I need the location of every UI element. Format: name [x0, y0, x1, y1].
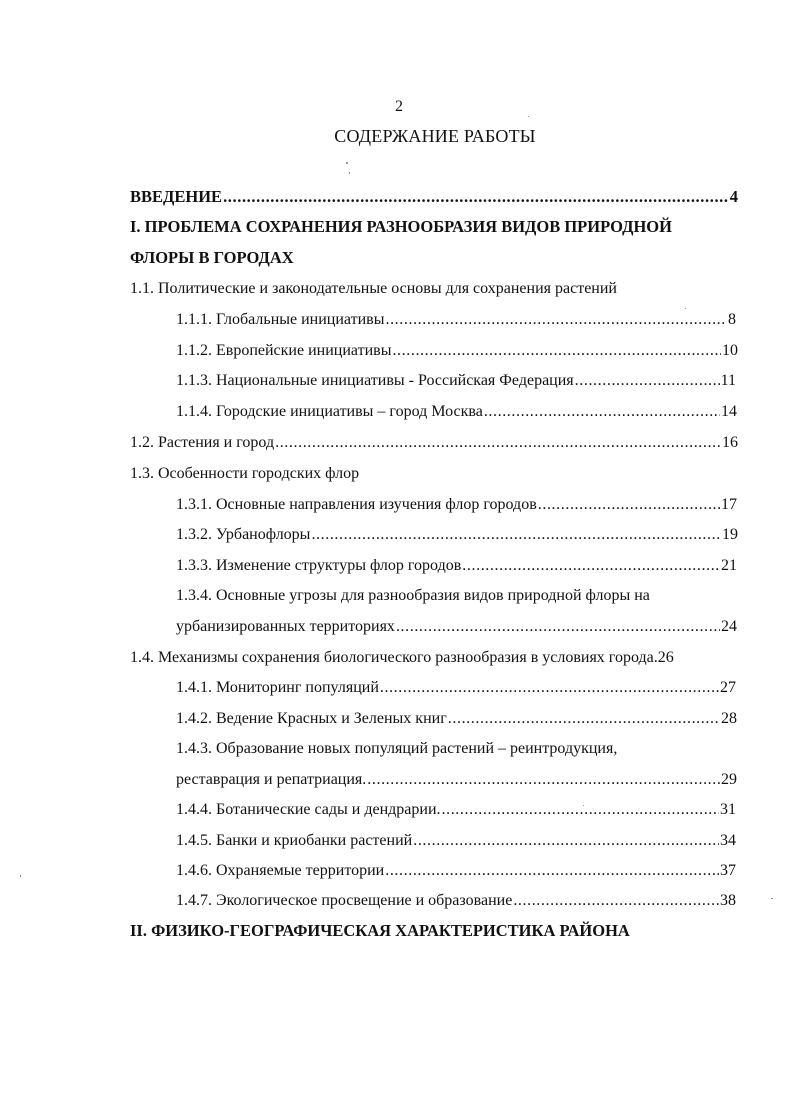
toc-entry-1-4-3-cont[interactable]: [176, 769, 737, 791]
toc-entry-label: 1.1.3. Национальные инициативы - Российская Федерация: [176, 372, 574, 389]
toc-entry-1-1-3[interactable]: [176, 370, 736, 392]
dot-leader: [462, 555, 720, 577]
scan-speck: [349, 172, 350, 174]
dot-leader: [575, 370, 720, 392]
toc-entry-1-4-1[interactable]: [176, 677, 736, 699]
toc-entry-page: 26: [657, 649, 674, 666]
toc-entry-label: 1.4.6. Охраняемые территории: [176, 862, 385, 879]
toc-entry-1-3[interactable]: [130, 463, 359, 485]
toc-entry-chapter-1[interactable]: [130, 216, 672, 238]
toc-entry-1-3-4-cont[interactable]: [176, 616, 737, 638]
toc-entry-label: 1.2. Растения и город: [130, 434, 275, 451]
page-title: СОДЕРЖАНИЕ РАБОТЫ: [334, 126, 536, 146]
dot-leader: [385, 309, 727, 331]
toc-entry-page: 34: [720, 832, 736, 849]
page-number: 2: [395, 98, 403, 115]
dot-leader: [513, 890, 719, 912]
dot-leader: [392, 340, 721, 362]
scan-speck: [771, 898, 773, 899]
toc-entry-1-1[interactable]: [130, 278, 617, 300]
dot-leader: [380, 677, 719, 699]
toc-entry-page: 38: [720, 892, 736, 909]
toc-entry-page: 27: [720, 679, 736, 696]
toc-entry-page: 16: [722, 434, 738, 451]
toc-entry-label: 1.3.1. Основные направления изучения флор городов: [176, 496, 537, 513]
toc-entry-label: 1.4. Механизмы сохранения биологического разнообразия в условиях города.: [130, 649, 658, 666]
toc-entry-page: 29: [721, 771, 737, 788]
toc-entry-label: 1.1.4. Городские инициативы – город Москва: [176, 403, 483, 420]
dot-leader: [448, 708, 720, 730]
toc-entry-label: 1.4.2. Ведение Красных и Зеленых книг: [176, 710, 447, 727]
scan-speck: [583, 805, 584, 806]
toc-entry-1-4-5[interactable]: [176, 830, 736, 852]
toc-entry-page: 31: [720, 801, 736, 818]
toc-entry-label: реставрация и репатриация.: [176, 771, 367, 788]
toc-entry-1-4-6[interactable]: [176, 860, 736, 882]
dot-leader: [538, 494, 720, 516]
scan-speck: [685, 308, 686, 309]
dot-leader: [385, 860, 719, 882]
scan-speck: [346, 162, 348, 164]
toc-entry-1-3-2[interactable]: [176, 524, 738, 546]
dot-leader: [311, 524, 721, 546]
toc-entry-1-3-4[interactable]: [176, 585, 650, 607]
toc-entry-page: 17: [721, 496, 737, 513]
toc-entry-label: 1.4.5. Банки и криобанки растений: [176, 832, 413, 849]
scan-speck: [528, 116, 529, 117]
dot-leader: [367, 769, 720, 791]
toc-entry-1-3-3[interactable]: [176, 555, 737, 577]
toc-entry-label: 1.1.2. Европейские инициативы: [176, 342, 392, 359]
toc-entry-introduction[interactable]: [130, 186, 738, 208]
dot-leader: [223, 186, 729, 208]
toc-entry-label: II. ФИЗИКО-ГЕОГРАФИЧЕСКАЯ ХАРАКТЕРИСТИКА РАЙОНА: [130, 921, 630, 940]
toc-entry-page: 11: [720, 372, 736, 389]
toc-entry-label: ФЛОРЫ В ГОРОДАХ: [130, 248, 294, 267]
toc-entry-chapter-1-cont[interactable]: [130, 247, 294, 269]
toc-entry-1-4-3[interactable]: [176, 738, 617, 760]
toc-entry-page: 10: [722, 342, 738, 359]
toc-entry-page: 24: [721, 618, 737, 635]
scan-speck: [20, 875, 21, 877]
toc-entry-label: 1.3.2. Урбанофлоры: [176, 526, 311, 543]
dot-leader: [484, 401, 720, 423]
toc-entry-page: 14: [721, 403, 737, 420]
toc-entry-1-1-2[interactable]: [176, 340, 738, 362]
toc-entry-label: 1.3.4. Основные угрозы для разнообразия видов природной флоры на: [176, 587, 650, 604]
toc-entry-1-4-7[interactable]: [176, 890, 736, 912]
toc-entry-1-1-4[interactable]: [176, 401, 737, 423]
toc-entry-page: 37: [720, 862, 736, 879]
toc-entry-page: 21: [721, 557, 737, 574]
toc-entry-label: 1.1. Политические и законодательные основы для сохранения растений: [130, 280, 617, 297]
toc-entry-label: 1.1.1. Глобальные инициативы: [176, 311, 385, 328]
toc-entry-page: 4: [729, 187, 738, 206]
toc-entry-label: 1.4.7. Экологическое просвещение и образование: [176, 892, 513, 909]
dot-leader: [396, 616, 720, 638]
toc-entry-label: 1.4.1. Мониторинг популяций: [176, 679, 379, 696]
toc-entry-label: 1.4.4. Ботанические сады и дендрарии.: [176, 801, 441, 818]
dot-leader: [442, 799, 720, 821]
toc-entry-label: ВВЕДЕНИЕ: [130, 187, 223, 206]
toc-entry-label: урбанизированных территориях: [176, 618, 395, 635]
toc-entry-page: 28: [721, 710, 737, 727]
toc-entry-1-1-1[interactable]: [176, 309, 736, 331]
toc-entry-label: 1.4.3. Образование новых популяций растений – реинтродукция,: [176, 740, 618, 757]
toc-entry-1-4-4[interactable]: [176, 799, 736, 821]
toc-entry-1-4-2[interactable]: [176, 708, 737, 730]
toc-entry-chapter-2[interactable]: [130, 920, 630, 942]
toc-entry-1-4[interactable]: [130, 647, 740, 669]
toc-entry-page: 8: [728, 311, 736, 328]
toc-entry-label: 1.3. Особенности городских флор: [130, 465, 360, 482]
toc-entry-1-3-1[interactable]: [176, 494, 737, 516]
dot-leader: [275, 432, 721, 454]
toc-entry-label: I. ПРОБЛЕМА СОХРАНЕНИЯ РАЗНООБРАЗИЯ ВИДОВ ПРИРОДНОЙ: [130, 217, 672, 236]
toc-entry-1-2[interactable]: [130, 432, 738, 454]
dot-leader: [413, 830, 719, 852]
toc-entry-page: 19: [722, 526, 738, 543]
toc-entry-label: 1.3.3. Изменение структуры флор городов: [176, 557, 462, 574]
